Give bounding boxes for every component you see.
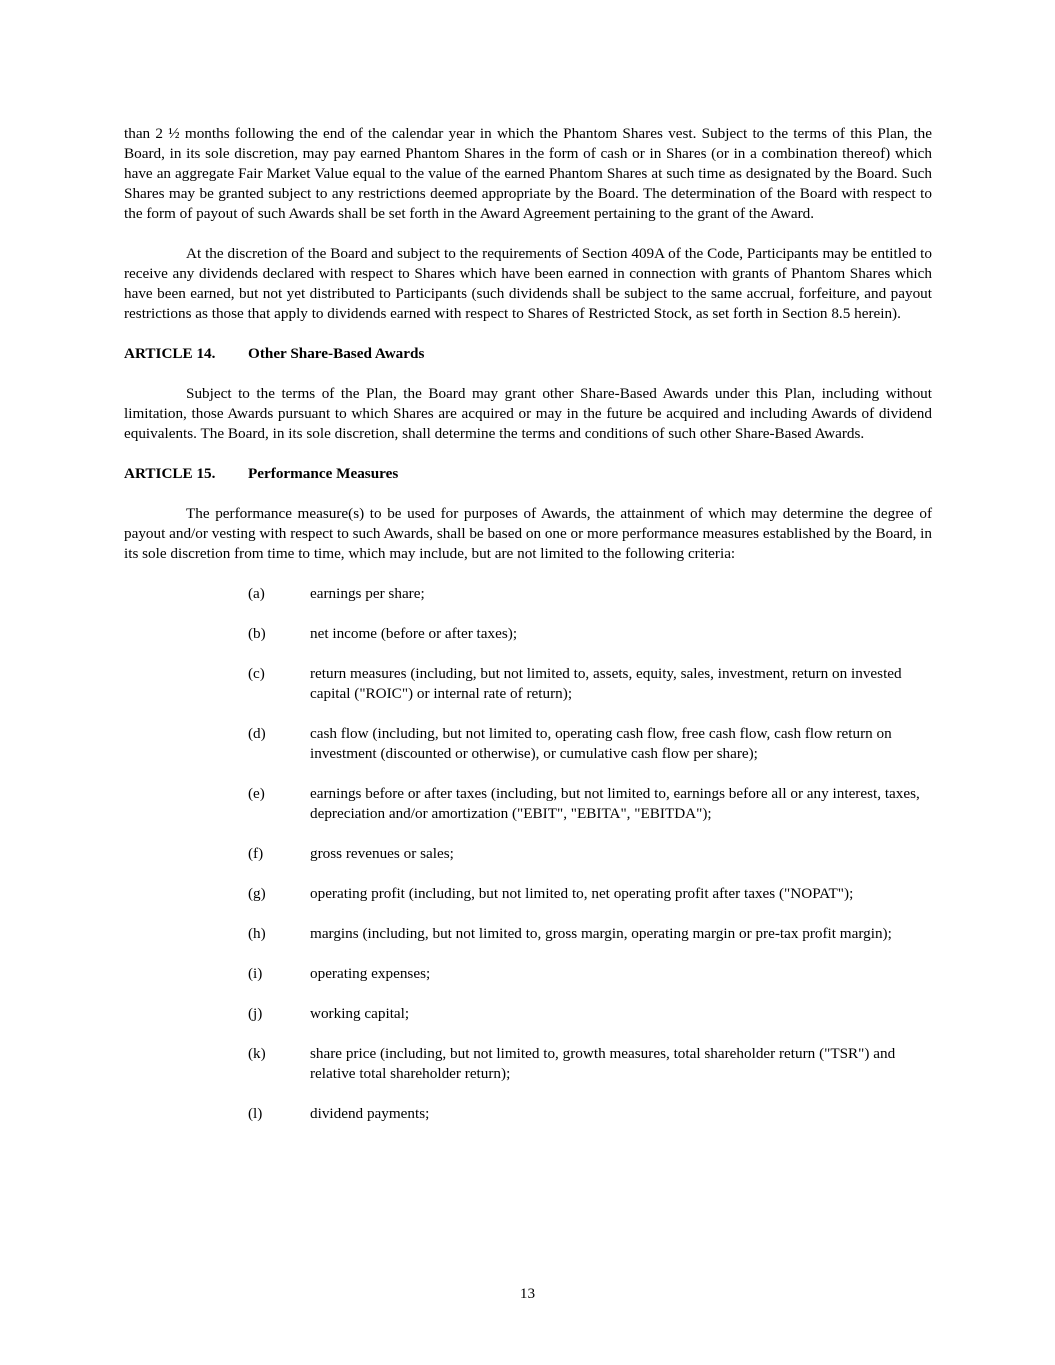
list-item-text: earnings per share; (310, 585, 425, 602)
document-page (124, 124, 932, 1144)
list-item-text: net income (before or after taxes); (310, 625, 518, 642)
article-15-number: ARTICLE 15. (124, 465, 216, 482)
list-item-marker: (e) (248, 785, 265, 802)
list-item (124, 1104, 932, 1124)
paragraph-phantom-shares-payout: than 2 ½ months following the end of the calendar year in which the Phantom Shares vest. Subject to the terms of this Plan, the Board, in its sole discretion, may pay earned Phantom Shares in the form of cash or in Shares (or in a combination thereof) which have an aggregate Fair Market Value equal to the value of the earned Phantom Shares at such time as designated by the Board. Such Shares may be granted subject to any restrictions deemed appropriate by the Board. The determination of the Board with respect to the form of payout of such Awards shall be set forth in the Award Agreement pertaining to the grant of the Award. (124, 125, 932, 222)
list-item (124, 664, 932, 704)
list-item-marker: (d) (248, 725, 266, 742)
list-item-text: share price (including, but not limited to, growth measures, total shareholder return ("TSR") and relative total shareholder return); (310, 1045, 896, 1082)
list-item-marker: (a) (248, 585, 265, 602)
list-item-marker: (i) (248, 965, 263, 982)
list-item (124, 584, 932, 604)
list-item (124, 964, 932, 984)
list-item (124, 724, 932, 764)
list-item (124, 884, 932, 904)
list-item-marker: (h) (248, 925, 266, 942)
list-item-text: working capital; (310, 1005, 410, 1022)
list-item-marker: (k) (248, 1045, 266, 1062)
article-14-body: Subject to the terms of the Plan, the Board may grant other Share-Based Awards under this Plan, including without limitation, those Awards pursuant to which Shares are acquired or may in the future be acquired and including Awards of dividend equivalents. The Board, in its sole discretion, shall determine the terms and conditions of such other Share-Based Awards. (124, 385, 932, 442)
article-15-heading (124, 464, 932, 484)
list-item-marker: (f) (248, 845, 264, 862)
list-item (124, 624, 932, 644)
list-item-text: operating expenses; (310, 965, 431, 982)
list-item-text: earnings before or after taxes (including, but not limited to, earnings before all or any interest, taxes, depreciation and/or amortization ("EBIT", "EBITA", "EBITDA"); (310, 785, 920, 822)
list-item-marker: (b) (248, 625, 266, 642)
list-item-marker: (j) (248, 1005, 263, 1022)
list-item-text: operating profit (including, but not limited to, net operating profit after taxes ("NOPAT"); (310, 885, 854, 902)
list-item-text: gross revenues or sales; (310, 845, 454, 862)
list-item (124, 784, 932, 824)
list-item-text: margins (including, but not limited to, gross margin, operating margin or pre-tax profit margin); (310, 925, 892, 942)
page-number: 13 (519, 1285, 536, 1302)
list-item-text: return measures (including, but not limited to, assets, equity, sales, investment, return on invested capital ("ROIC") or internal rate of return); (310, 665, 902, 702)
list-item (124, 844, 932, 864)
list-item-marker: (g) (248, 885, 266, 902)
article-14-title: Other Share-Based Awards (248, 345, 425, 362)
list-item-marker: (c) (248, 665, 265, 682)
list-item (124, 1004, 932, 1024)
list-item-text: cash flow (including, but not limited to, operating cash flow, free cash flow, cash flow return on investment (discounted or otherwise), or cumulative cash flow per share); (310, 725, 892, 762)
article-15-title: Performance Measures (248, 465, 399, 482)
list-item-text: dividend payments; (310, 1105, 430, 1122)
article-14-number: ARTICLE 14. (124, 345, 216, 362)
article-15-body: The performance measure(s) to be used for purposes of Awards, the attainment of which may determine the degree of payout and/or vesting with respect to such Awards, shall be based on one or more performance measures established by the Board, in its sole discretion from time to time, which may include, but are not limited to the following criteria: (124, 505, 932, 562)
article-14-heading (124, 344, 932, 364)
list-item (124, 924, 932, 944)
list-item-marker: (l) (248, 1105, 263, 1122)
list-item (124, 1044, 932, 1084)
paragraph-phantom-shares-dividends: At the discretion of the Board and subject to the requirements of Section 409A of the Code, Participants may be entitled to receive any dividends declared with respect to Shares which have been earned in connection with grants of Phantom Shares which have been earned, but not yet distributed to Participants (such dividends shall be subject to the same accrual, forfeiture, and payout restrictions as those that apply to dividends earned with respect to Shares of Restricted Stock, as set forth in Section 8.5 herein). (124, 245, 932, 322)
performance-criteria-list (124, 584, 932, 1124)
